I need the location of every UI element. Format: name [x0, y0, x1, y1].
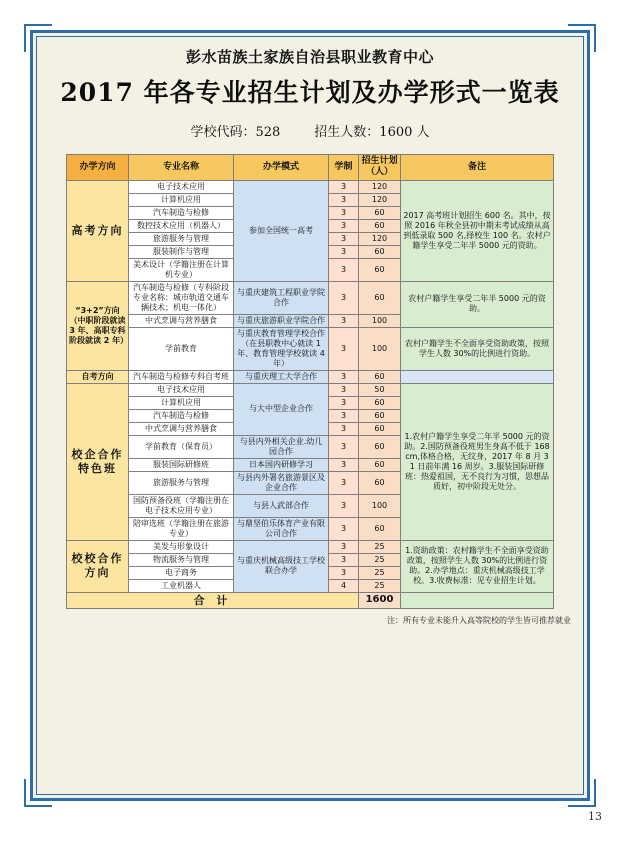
group-direction-gaokao: 高考方向	[67, 180, 129, 281]
quota-value: 60	[359, 471, 401, 494]
mode-name: 与重庆旅游职业学院合作	[234, 314, 329, 327]
note-text: 2017 高考班计划招生 600 名。其中，按照 2016 年秋全县初中期末考试成绩从高到低录取 500 名,择校生 100 名。农村户籍学生享受二年半 5000 元的资助。	[401, 180, 554, 281]
quota-value: 25	[359, 553, 401, 566]
quota-value: 60	[359, 435, 401, 458]
major-name: 中式烹调与营养膳食	[129, 314, 234, 327]
major-name: 汽车制造与检修（专科阶段专业名称：城市轨道交通车辆技术；机电一体化）	[129, 281, 234, 314]
quota-value: 100	[359, 327, 401, 370]
quota-value: 25	[359, 579, 401, 592]
meta-row	[45, 121, 575, 140]
quota-value: 60	[359, 409, 401, 422]
table-total-row	[67, 592, 554, 609]
quota-value: 50	[359, 383, 401, 396]
length-value: 3	[329, 422, 359, 435]
length-value: 3	[329, 566, 359, 579]
major-name: 美发与形象设计	[129, 540, 234, 553]
note-text: 农村户籍学生不全面享受资助政策，按照学生人数 30%的比例进行资助。	[401, 327, 554, 370]
length-value: 3	[329, 435, 359, 458]
note-text: 1.资助政策：农村籍学生不全面享受资助政策，按照学生人数 30%的比例进行资助。2.办学地点：重庆机械高级技工学校。3.收费标准：见专业招生计划。	[401, 540, 554, 592]
quota-value: 100	[359, 494, 401, 517]
major-name: 汽车制造与检修	[129, 409, 234, 422]
quota-value: 60	[359, 517, 401, 540]
major-name: 工业机器人	[129, 579, 234, 592]
quota-value: 60	[359, 219, 401, 232]
length-value: 3	[329, 245, 359, 258]
length-value: 3	[329, 258, 359, 281]
table-row	[67, 327, 554, 370]
major-name: 旅游服务与管理	[129, 232, 234, 245]
quota-value: 60	[359, 370, 401, 383]
length-value: 4	[329, 579, 359, 592]
major-name: 服装制作与管理	[129, 245, 234, 258]
major-name: 学前教育（保育员）	[129, 435, 234, 458]
column-header-mode: 办学模式	[234, 155, 329, 181]
table-row	[67, 383, 554, 396]
table-row	[67, 540, 554, 553]
mode-name: 与重庆建筑工程职业学院合作	[234, 281, 329, 314]
major-name: 服装国际研修班	[129, 458, 234, 471]
major-name: 物流服务与管理	[129, 553, 234, 566]
column-header-quota: 招生计划（人）	[359, 155, 401, 181]
quota-value: 25	[359, 540, 401, 553]
quota-value: 120	[359, 180, 401, 193]
group-direction-3plus2: “3+2”方向（中职阶段就读 3 年、高职专科阶段就读 2 年）	[67, 281, 129, 370]
major-name: 中式烹调与营养膳食	[129, 422, 234, 435]
major-name: 旅游服务与管理	[129, 471, 234, 494]
group-direction-school-school: 校校合作方向	[67, 540, 129, 592]
quota-value: 60	[359, 258, 401, 281]
school-name: 彭水苗族土家族自治县职业教育中心	[185, 48, 434, 66]
column-header-length: 学制	[329, 155, 359, 181]
quota-value: 120	[359, 232, 401, 245]
quota-value: 60	[359, 206, 401, 219]
mode-name: 与大中型企业合作	[234, 383, 329, 435]
mode-name: 与鼎坚伯乐体育产业有限公司合作	[234, 517, 329, 540]
quota-value: 60	[359, 422, 401, 435]
major-name: 学前教育	[129, 327, 234, 370]
enrollment-count: 招生人数：1600 人	[314, 125, 430, 140]
table-row	[67, 281, 554, 314]
column-header-direction: 办学方向	[67, 155, 129, 181]
table-body	[67, 180, 554, 609]
major-name: 电子技术应用	[129, 180, 234, 193]
length-value: 3	[329, 314, 359, 327]
quota-value: 60	[359, 245, 401, 258]
column-header-note: 备注	[401, 155, 554, 181]
length-value: 3	[329, 219, 359, 232]
length-value: 3	[329, 370, 359, 383]
length-value: 3	[329, 396, 359, 409]
length-value: 3	[329, 494, 359, 517]
length-value: 3	[329, 540, 359, 553]
length-value: 3	[329, 458, 359, 471]
major-name: 汽车制造与检修	[129, 206, 234, 219]
group-direction-zikao: 自考方向	[67, 370, 129, 383]
school-code: 学校代码：528	[190, 125, 281, 140]
quota-value: 60	[359, 281, 401, 314]
mode-name: 与县内外署名旅游景区及企业合作	[234, 471, 329, 494]
length-value: 3	[329, 409, 359, 422]
mode-name: 与重庆理工大学合作	[234, 370, 329, 383]
quota-value: 100	[359, 314, 401, 327]
major-name: 国防预备役班（学籍注册在电子技术应用专业）	[129, 494, 234, 517]
mode-name: 日本国内研修学习	[234, 458, 329, 471]
length-value: 3	[329, 193, 359, 206]
table-header-row	[67, 155, 554, 181]
mode-name: 参加全国统一高考	[234, 180, 329, 281]
major-name: 电子技术应用	[129, 383, 234, 396]
footnote: 注：所有专业未能升入高等院校的学生皆可推荐就业	[387, 616, 571, 626]
note-text: 农村户籍学生享受二年半 5000 元的资助。	[401, 281, 554, 327]
table-row	[67, 180, 554, 193]
major-name: 计算机应用	[129, 396, 234, 409]
mode-name: 与县人武部合作	[234, 494, 329, 517]
corner-ornament-bottom-left	[24, 779, 52, 807]
column-header-major: 专业名称	[129, 155, 234, 181]
page-content	[45, 46, 575, 626]
group-direction-school-enterprise: 校企合作特色班	[67, 383, 129, 540]
quota-value: 25	[359, 566, 401, 579]
quota-value: 60	[359, 458, 401, 471]
enrollment-plan-table	[66, 154, 554, 609]
note-text	[401, 370, 554, 383]
major-name: 陪审选班（学籍注册在旅游专业）	[129, 517, 234, 540]
length-value: 3	[329, 517, 359, 540]
length-value: 3	[329, 553, 359, 566]
total-label: 合 计	[67, 592, 359, 609]
major-name: 计算机应用	[129, 193, 234, 206]
length-value: 3	[329, 232, 359, 245]
length-value: 3	[329, 206, 359, 219]
mode-name: 与重庆教育管理学校合作（在县职教中心就读 1 年、教育管理学校就读 4 年）	[234, 327, 329, 370]
length-value: 3	[329, 180, 359, 193]
length-value: 3	[329, 383, 359, 396]
page-number: 13	[588, 810, 602, 823]
length-value: 3	[329, 471, 359, 494]
page-title: 2017 年各专业招生计划及办学形式一览表	[60, 78, 560, 107]
major-name: 美术设计（学籍注册在计算机专业）	[129, 258, 234, 281]
table-row	[67, 370, 554, 383]
mode-name: 与县内外相关企业.幼儿园合作	[234, 435, 329, 458]
total-note	[401, 592, 554, 609]
quota-value: 120	[359, 193, 401, 206]
length-value: 3	[329, 327, 359, 370]
total-value: 1600	[359, 592, 401, 609]
corner-ornament-bottom-right	[568, 779, 596, 807]
major-name: 电子商务	[129, 566, 234, 579]
major-name: 数控技术应用（机器人）	[129, 219, 234, 232]
length-value: 3	[329, 281, 359, 314]
mode-name: 与重庆机械高级技工学校联合办学	[234, 540, 329, 592]
note-text: 1.农村户籍学生享受二年半 5000 元的资助。2.国防预备役班男生身高不低于 168cm,体格合格，无纹身，2017 年 8 月 31 日前年满 16 周岁。3.服装国际研修班：热爱祖国，无不良行为习惯，思想品质好，初中阶段无处分。	[401, 383, 554, 540]
major-name: 汽车制造与检修专科自考班	[129, 370, 234, 383]
quota-value: 60	[359, 396, 401, 409]
